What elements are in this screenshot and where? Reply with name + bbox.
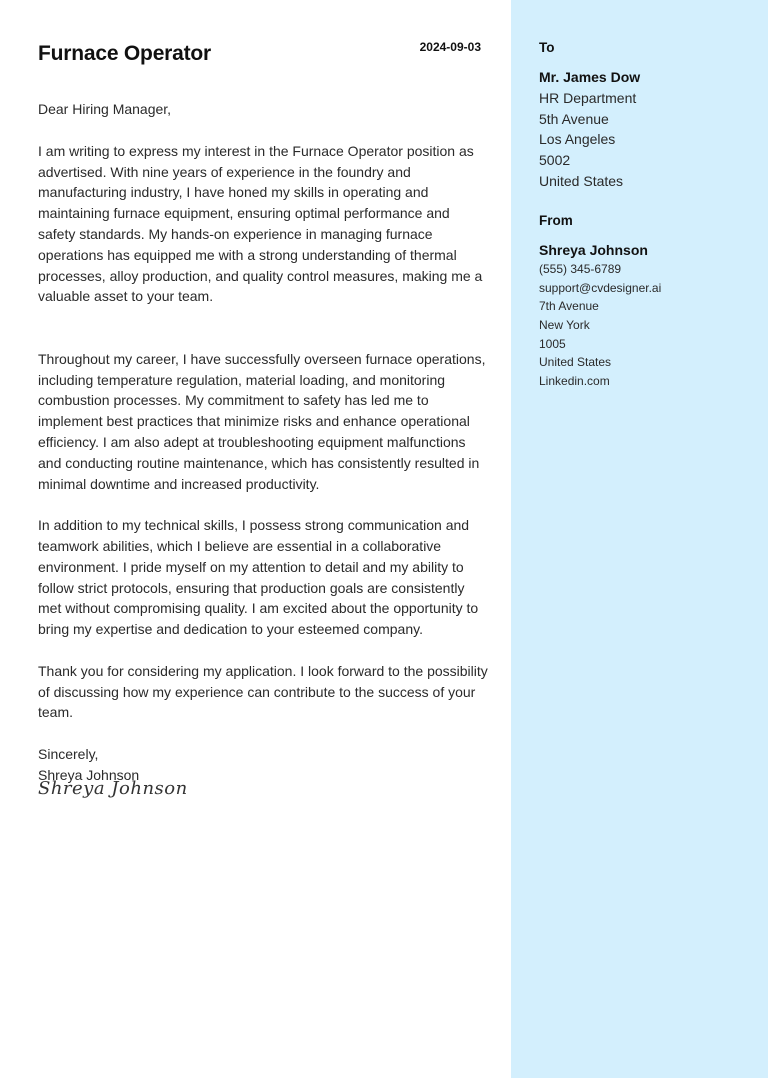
recipient-zip: 5002 (539, 152, 571, 169)
letter-date: 2024-09-03 (419, 40, 481, 54)
recipient-city: Los Angeles (539, 131, 616, 148)
sender-zip: 1005 (539, 336, 566, 351)
contact-sidebar (511, 0, 768, 1078)
paragraph-2: Throughout my career, I have successfully overseen furnace operations, including temperature regulation, material loading, and monitoring combustion processes. My commitment to safety has led me to implement best practices that minimize risks and enhance operational efficiency. I am also adept at troubleshooting equipment malfunctions and conducting routine maintenance, which has consistently resulted in minimal downtime and increased productivity. (38, 350, 486, 492)
recipient-address (539, 67, 640, 192)
sender-street: 7th Avenue (539, 299, 599, 314)
paragraph-4: Thank you for considering my application. I look forward to the possibility of discussing how my experience can contribute to the success of your team. (38, 662, 488, 721)
letter-body (38, 99, 488, 786)
sender-city: New York (539, 318, 590, 333)
recipient-country: United States (539, 172, 624, 189)
closing-name: Shreya Johnson (38, 766, 140, 783)
sender-email: support@cvdesigner.ai (539, 280, 662, 295)
document-title: Furnace Operator (38, 42, 212, 65)
sender-country: United States (539, 355, 612, 370)
closing-phrase: Sincerely, (38, 745, 99, 762)
recipient-name: Mr. James Dow (539, 69, 641, 85)
paragraph-3: In addition to my technical skills, I possess strong communication and teamwork abilities, which I believe are essential in a collaborative environment. I pride myself on my attention to detail and my ability to follow strict protocols, ensuring that production goals are consistently met without compromising quality. I am excited about the opportunity to bring my expertise and dedication to your esteemed company. (38, 517, 479, 638)
sender-heading: From (539, 213, 573, 228)
sender-phone: (555) 345-6789 (539, 262, 622, 276)
sender-website: Linkedin.com (539, 374, 610, 389)
recipient-heading: To (539, 40, 555, 55)
handwritten-signature: Shreya Johnson (38, 778, 188, 799)
sender-name: Shreya Johnson (539, 242, 648, 258)
recipient-street: 5th Avenue (539, 110, 609, 127)
recipient-department: HR Department (539, 89, 637, 106)
salutation: Dear Hiring Manager, (38, 101, 172, 117)
paragraph-1: I am writing to express my interest in the Furnace Operator position as advertised. With nine years of experience in the foundry and manufacturing industry, I have honed my skills in operating and maintaining furnace equipment, ensuring optimal performance and safety standards. My hands-on experience in managing furnace operations has equipped me with a strong understanding of thermal processes, alloy production, and quality control measures, making me a valuable asset to your team. (38, 142, 483, 305)
sender-contact (539, 240, 661, 391)
